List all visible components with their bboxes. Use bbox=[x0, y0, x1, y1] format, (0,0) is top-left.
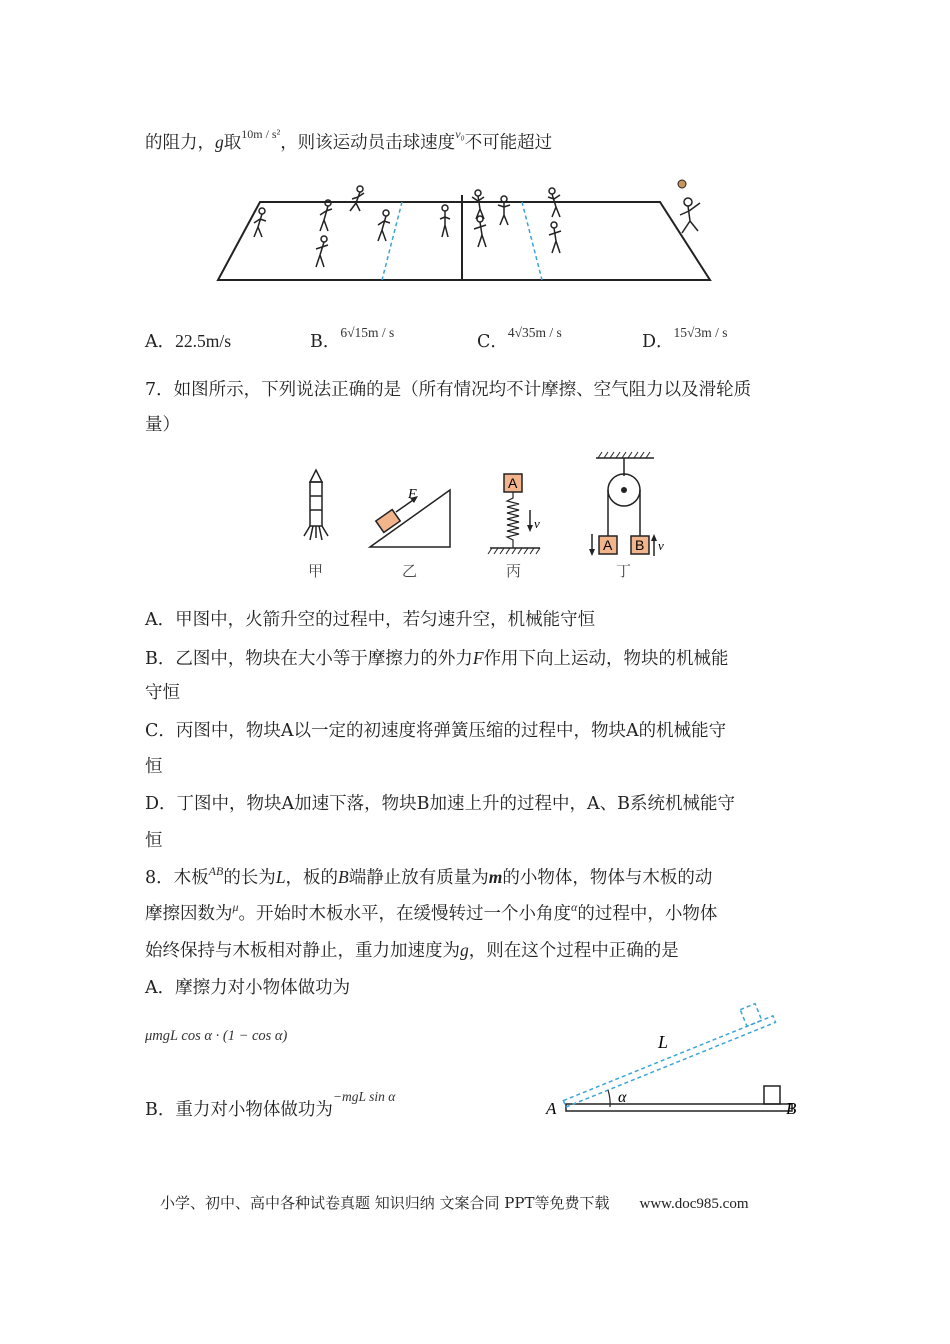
footer-url[interactable]: www.doc985.com bbox=[639, 1196, 749, 1212]
fig-label-yi: 乙 bbox=[402, 562, 418, 580]
q6-option-d: D．$^{15√3m / s}$ bbox=[642, 325, 728, 352]
v0-symbol: v₀ bbox=[455, 127, 465, 141]
rocket-figure bbox=[304, 470, 328, 540]
svg-text:A: A bbox=[603, 537, 613, 553]
fig-label-ding: 丁 bbox=[616, 562, 632, 580]
board-horizontal bbox=[566, 1104, 792, 1111]
force-label: F bbox=[408, 487, 417, 502]
q6-tail-line: 的阻力，g取$^{10m / s^2}$，则该运动员击球速度$^{v_0}$不可能超过 bbox=[145, 127, 553, 153]
page-footer: 小学、初中、高中各种试卷真题 知识归纳 文案合同 PPT等免费下载 www.doc985.com bbox=[160, 1194, 749, 1212]
q7-option-c-cont: 恒 bbox=[145, 757, 163, 777]
volleyball-court-figure bbox=[210, 175, 720, 290]
q8-option-a: A．摩擦力对小物体做功为 bbox=[145, 978, 351, 998]
q8-option-a-expr: μmgL cos α · (1 − cos α) bbox=[145, 1028, 288, 1044]
q7-option-a: A．甲图中，火箭升空的过程中，若匀速升空，机械能守恒 bbox=[145, 610, 596, 630]
q7-option-d: D．丁图中，物块A加速下落，物块B加速上升的过程中，A、B系统机械能守 bbox=[145, 794, 736, 814]
q7-option-b: B．乙图中，物块在大小等于摩擦力的外力F作用下向上运动，物块的机械能 bbox=[145, 648, 729, 669]
svg-text:v: v bbox=[658, 538, 664, 553]
point-b-label: B bbox=[786, 1099, 797, 1118]
q8-board-figure bbox=[540, 990, 810, 1120]
object-block bbox=[764, 1086, 780, 1104]
spring-coil bbox=[507, 492, 519, 548]
q8-option-b: B．重力对小物体做功为$^{-mgL sin \alpha}$ bbox=[145, 1089, 396, 1120]
angle-label: α bbox=[618, 1089, 627, 1106]
q6-option-c: C．$^{4√35m / s}$ bbox=[477, 325, 562, 352]
g-value: 10m / s² bbox=[241, 127, 281, 141]
incline-block bbox=[376, 510, 400, 533]
fig-label-bing: 丙 bbox=[506, 562, 522, 580]
fig-label-jia: 甲 bbox=[308, 562, 324, 580]
q8-stem-line3: 始终保持与木板相对静止，重力加速度为g，则在这个过程中正确的是 bbox=[145, 940, 679, 961]
q7-option-c: C．丙图中，物块A以一定的初速度将弹簧压缩的过程中，物块A的机械能守 bbox=[145, 721, 727, 741]
board-rotated bbox=[557, 999, 776, 1107]
q7-stem-line2: 量） bbox=[145, 415, 180, 435]
q7-figures bbox=[290, 452, 670, 582]
spring-block-label: A bbox=[508, 475, 518, 491]
q6-option-a: A．22.5m/s bbox=[145, 331, 232, 352]
svg-text:v: v bbox=[534, 516, 540, 531]
q6-option-b: B．$^{6√15m / s}$ bbox=[310, 325, 395, 352]
length-label: L bbox=[658, 1032, 669, 1052]
q7-option-b-cont: 守恒 bbox=[145, 683, 180, 703]
q8-stem-line2: 摩擦因数为$^\mu$。开始时木板水平，在缓慢转过一个小角度$^\alpha$的过程中，小物体 bbox=[145, 900, 718, 924]
q7-stem-line1: 7．如图所示，下列说法正确的是（所有情况均不计摩擦、空气阻力以及滑轮质 bbox=[145, 380, 752, 400]
q7-option-d-cont: 恒 bbox=[145, 831, 163, 851]
point-a-label: A bbox=[546, 1099, 557, 1118]
svg-text:B: B bbox=[635, 537, 645, 553]
q8-stem-line1: 8．木板$^{AB}$的长为L，板的B端静止放有质量为m的小物体，物体与木板的动 bbox=[145, 864, 713, 888]
